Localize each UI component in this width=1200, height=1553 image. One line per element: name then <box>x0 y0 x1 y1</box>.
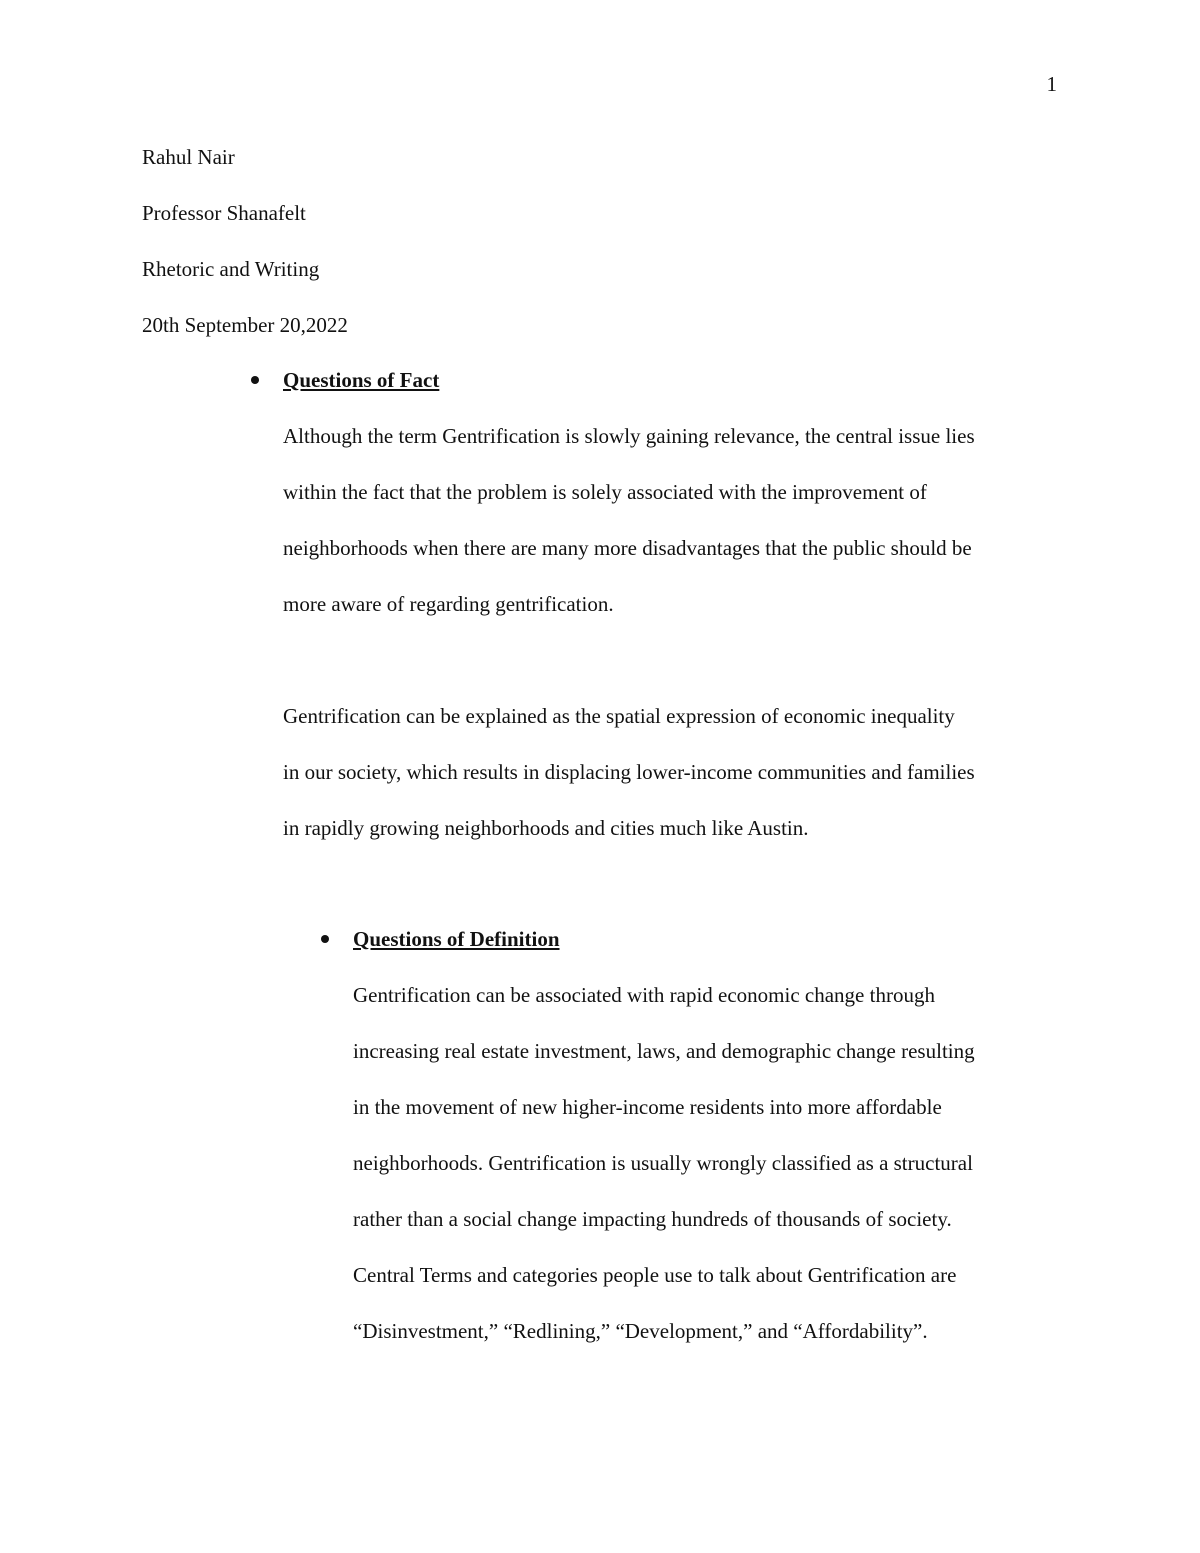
student-name: Rahul Nair <box>142 145 235 169</box>
professor-name: Professor Shanafelt <box>142 201 306 225</box>
paragraph-line: Gentrification can be explained as the spatial expression of economic inequality <box>283 704 955 728</box>
paragraph-line: in our society, which results in displacing lower-income communities and families <box>283 760 975 784</box>
bullet-icon <box>321 935 329 943</box>
paragraph-line: neighborhoods. Gentrification is usually wrongly classified as a structural <box>353 1151 973 1175</box>
paragraph-line: Central Terms and categories people use to talk about Gentrification are <box>353 1263 957 1287</box>
section-heading: Questions of Fact <box>283 368 440 392</box>
paragraph-line: Gentrification can be associated with rapid economic change through <box>353 983 935 1007</box>
paragraph-line: increasing real estate investment, laws, and demographic change resulting <box>353 1039 975 1063</box>
paragraph-line: rather than a social change impacting hundreds of thousands of society. <box>353 1207 952 1231</box>
section-heading: Questions of Definition <box>353 927 560 951</box>
paragraph-line: more aware of regarding gentrification. <box>283 592 614 616</box>
page-number: 1 <box>1046 72 1057 96</box>
paragraph-line: within the fact that the problem is solely associated with the improvement of <box>283 480 927 504</box>
date: 20th September 20,2022 <box>142 313 348 337</box>
paragraph-line: in rapidly growing neighborhoods and cities much like Austin. <box>283 816 809 840</box>
paragraph-line: Although the term Gentrification is slowly gaining relevance, the central issue lies <box>283 424 975 448</box>
course-name: Rhetoric and Writing <box>142 257 320 281</box>
paragraph-line: in the movement of new higher-income residents into more affordable <box>353 1095 942 1119</box>
paragraph-line: neighborhoods when there are many more disadvantages that the public should be <box>283 536 972 560</box>
bullet-icon <box>251 376 259 384</box>
paragraph-line: “Disinvestment,” “Redlining,” “Development,” and “Affordability”. <box>353 1319 928 1343</box>
